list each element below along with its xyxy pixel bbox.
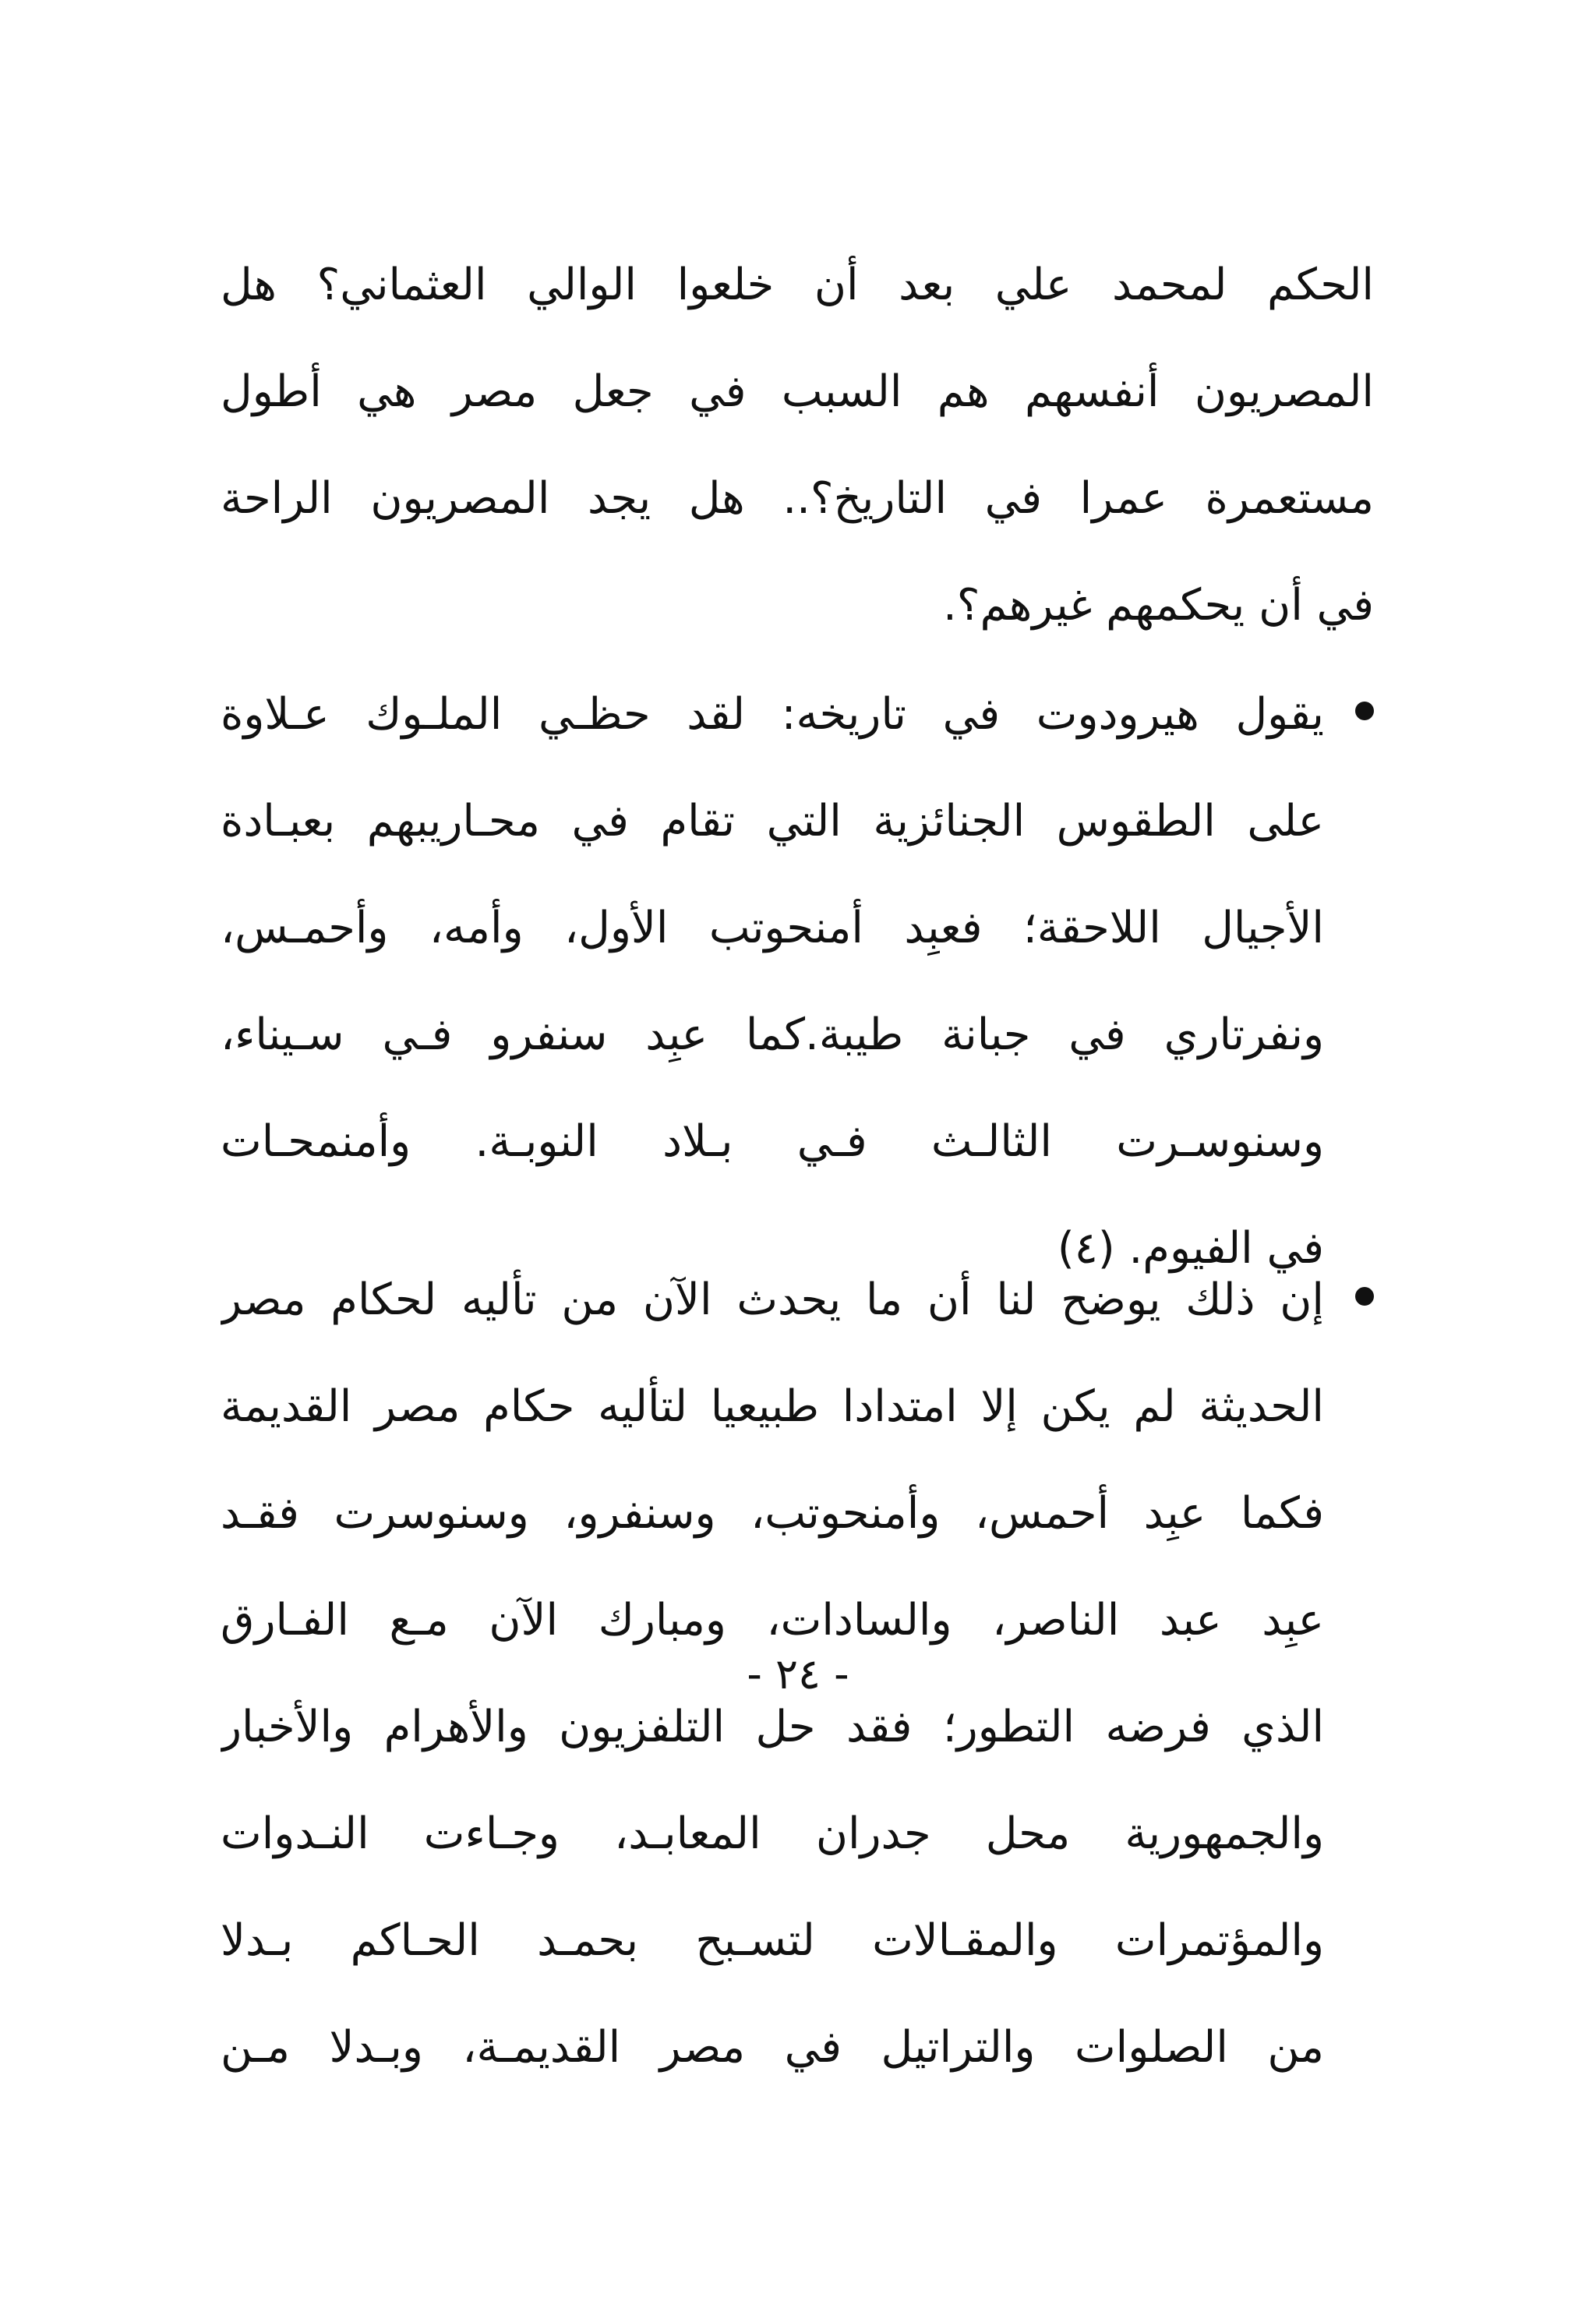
bullet-line: على الطقوس الجنائزية التي تقام في محـاريبهم بعبـادة (221, 796, 1324, 847)
bullet-line: ونفرتاري في جبانة طيبة.كما عبِد سنفرو فـي سـيناء، (221, 1009, 1324, 1060)
bullet-paragraph-herodotus (221, 661, 1374, 1302)
bullet-line: الحديثة لم يكن إلا امتدادا طبيعيا لتأليه حكام مصر القديمة (221, 1381, 1324, 1432)
bullet-line: فكما عبِد أحمس، وأمنحوتب، وسنفرو، وسنوسرت فقـد (221, 1488, 1324, 1539)
bullet-line: والمؤتمرات والمقـالات لتسـبح بحمـد الحـاكم بـدلا (221, 1915, 1324, 1966)
bullet-dot-icon (1355, 702, 1374, 720)
bullet-line: إن ذلك يوضح لنا أن ما يحدث الآن من تأليه لحكام مصر (221, 1274, 1324, 1325)
intro-line: المصريون أنفسهم هم السبب في جعل مصر هي أطول (221, 366, 1374, 417)
bullet-line: عبِد عبد الناصر، والسادات، ومبارك الآن مـع الفـارق (221, 1595, 1324, 1646)
intro-line: الحكم لمحمد علي بعد أن خلعوا الوالي العثماني؟ هل (221, 260, 1374, 310)
bullet-line: من الصلوات والتراتيل في مصر القديمـة، وبـدلا مـن (221, 2022, 1324, 2073)
bullet-row (221, 661, 1374, 1302)
intro-line: مستعمرة عمرا في التاريخ؟.. هل يجد المصريون الراحة (221, 473, 1374, 524)
page-number: - ٢٤ - (747, 1649, 849, 1699)
intro-line: في أن يحكمهم غيرهم؟. (942, 580, 1374, 631)
bullet-line: يقول هيرودوت في تاريخه: لقد حظـي الملـوك عـلاوة (221, 689, 1324, 740)
bullet-lines (221, 661, 1324, 1302)
bullet-line: والجمهورية محل جدران المعابـد، وجـاءت النـدوات (221, 1808, 1324, 1859)
bullet-dot-icon (1355, 1287, 1374, 1306)
intro-paragraph (221, 232, 1374, 659)
bullet-line: وسنوسـرت الثالـث فـي بـلاد النوبـة. وأمنمحـات (221, 1116, 1324, 1167)
bullet-line: الذي فرضه التطور؛ فقد حل التلفزيون والأهرام والأخبار (221, 1702, 1324, 1752)
bullet-line: في الفيوم. (٤) (1057, 1223, 1324, 1274)
bullet-line: الأجيال اللاحقة؛ فعبِد أمنحوتب الأول، وأمه، وأحمـس، (221, 903, 1324, 953)
